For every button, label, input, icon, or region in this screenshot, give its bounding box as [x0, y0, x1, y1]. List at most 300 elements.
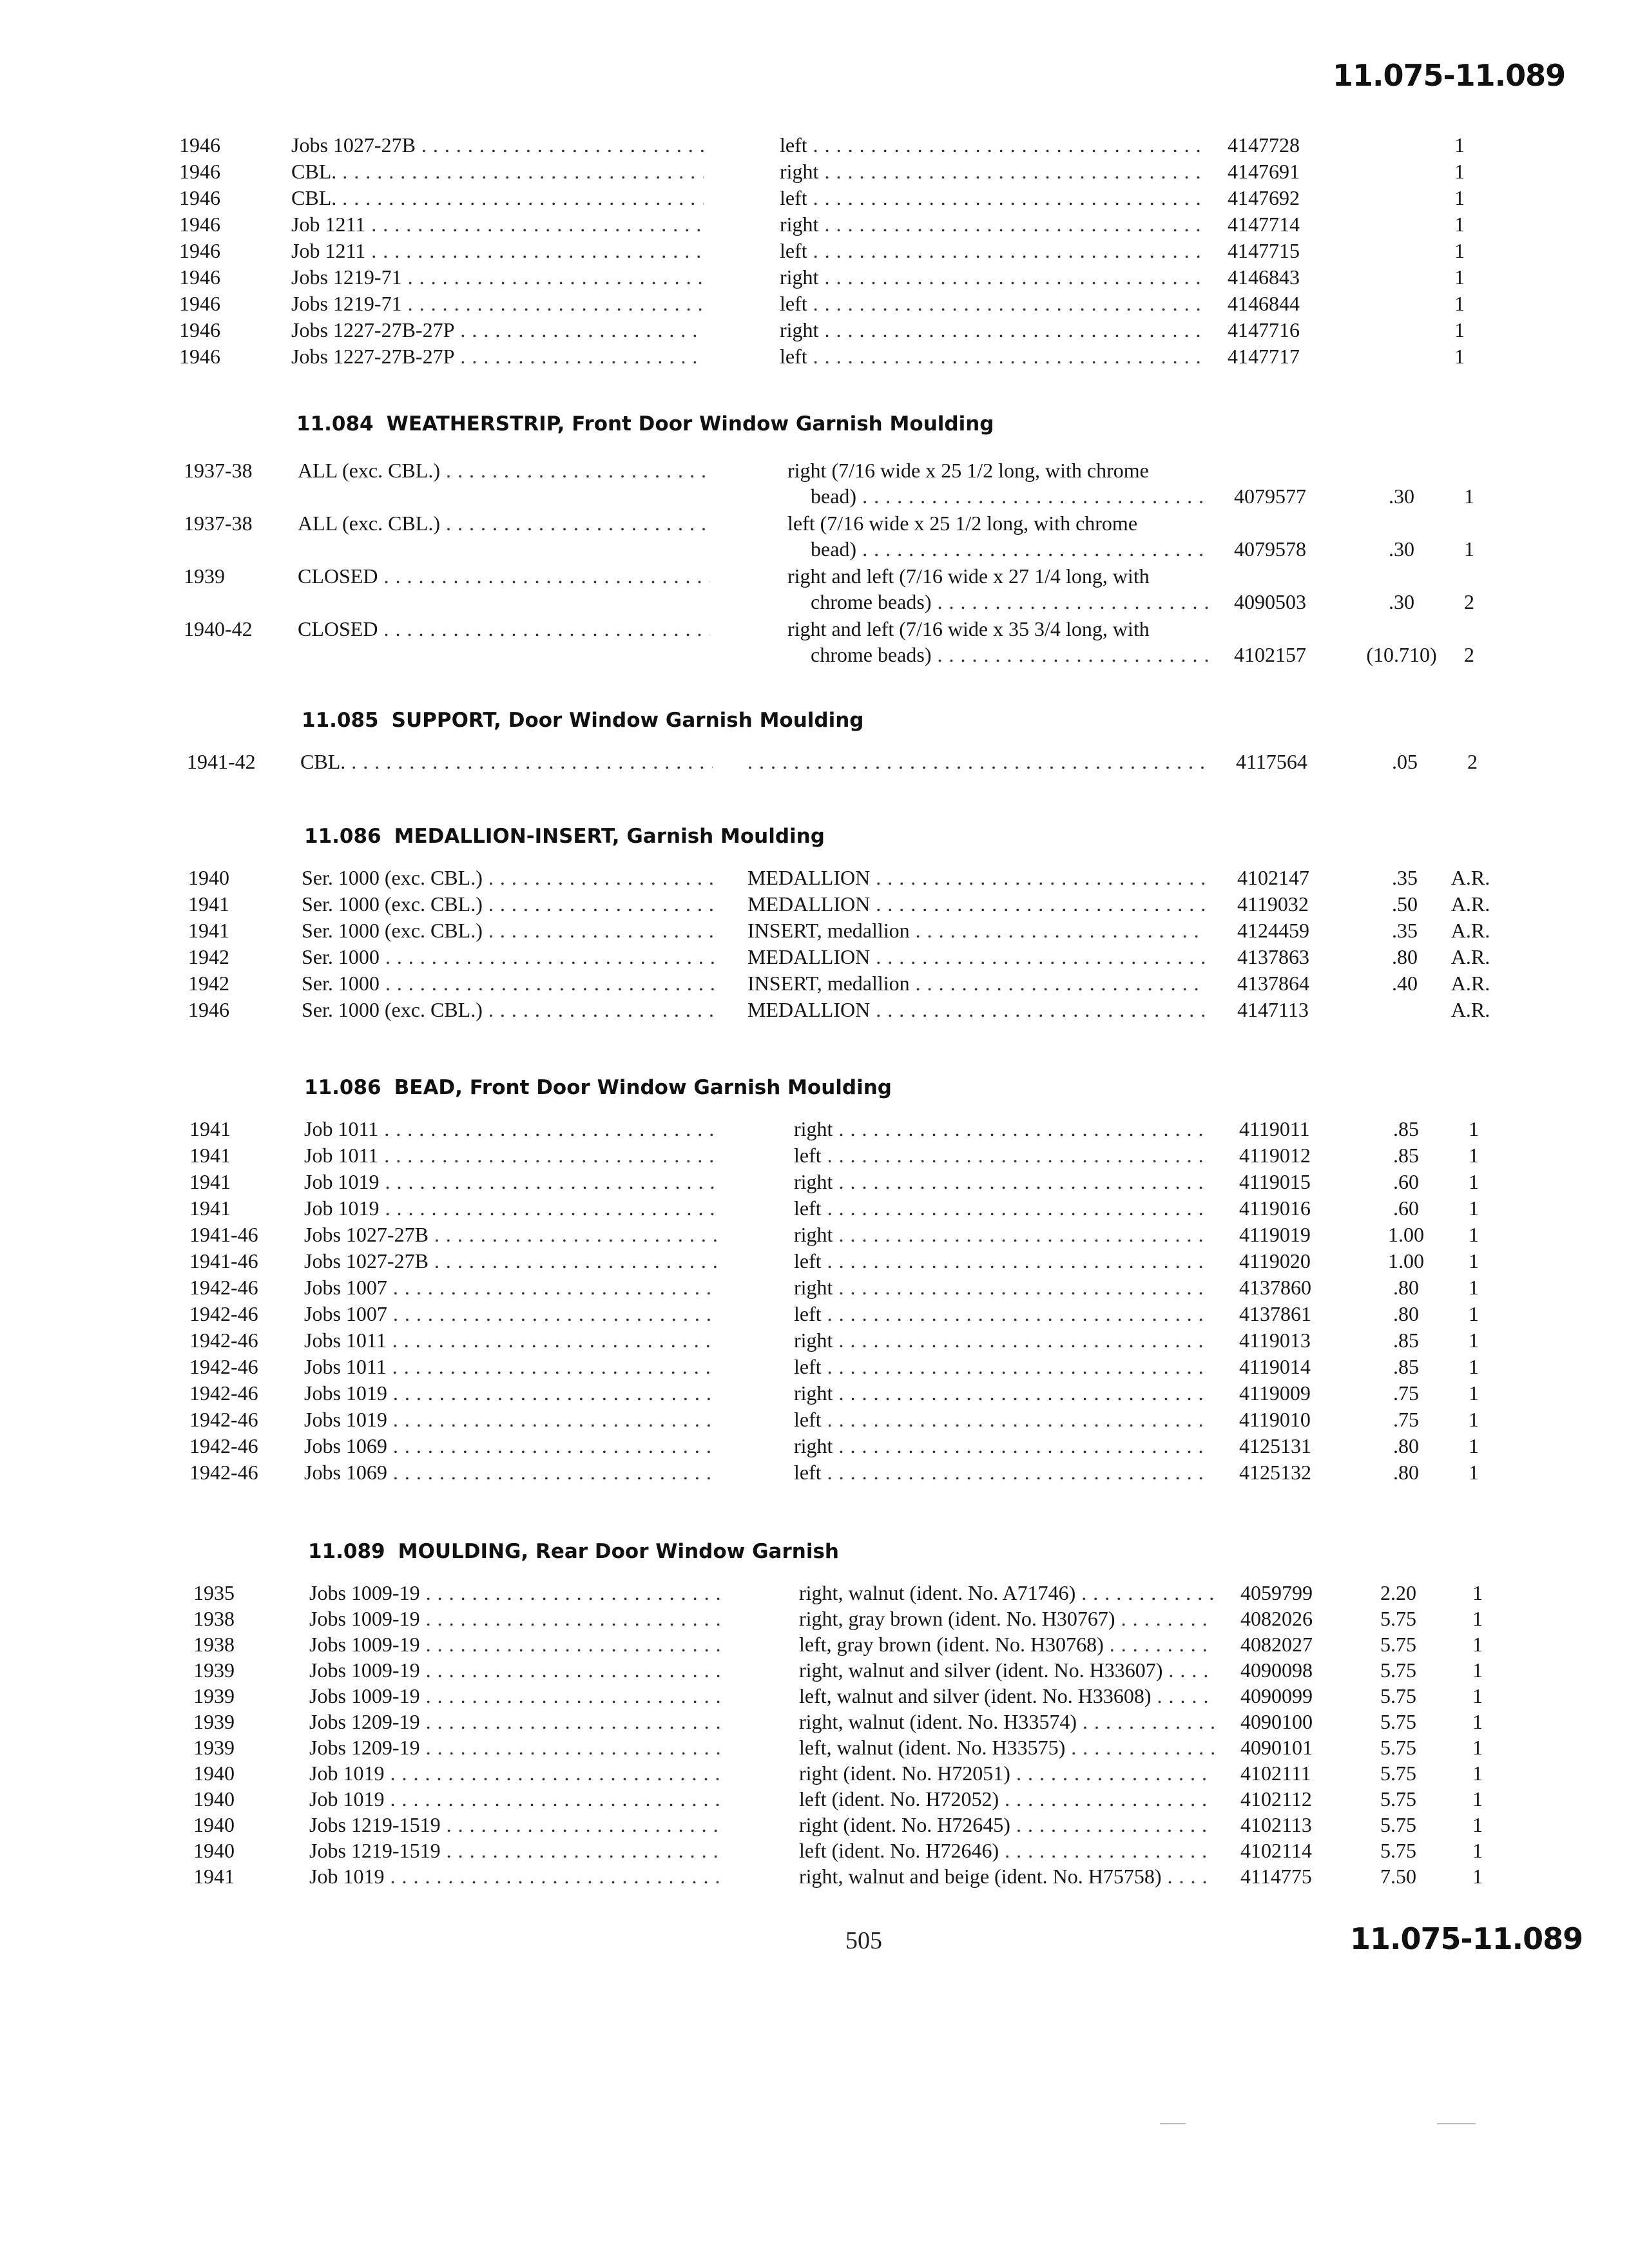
year-cell: 1942 — [188, 972, 229, 995]
price-cell: 2.20 — [1380, 1581, 1416, 1604]
description-cell: MEDALLION . . . — [747, 865, 1206, 890]
quantity-cell: 1 — [1469, 1196, 1479, 1220]
description-cell: INSERT, medallion . . . — [747, 918, 1206, 943]
part-number-cell: 4119009 — [1239, 1381, 1311, 1405]
model-cell: Jobs 1011 . . . — [304, 1354, 717, 1379]
description-cell: right, walnut and beige (ident. No. H75758) . . . — [799, 1863, 1215, 1889]
section-name: SUPPORT, Door Window Garnish Moulding — [391, 709, 864, 732]
price-cell: 5.75 — [1380, 1684, 1416, 1707]
model-cell: Jobs 1027-27B . . . — [304, 1248, 717, 1274]
year-cell: 1939 — [193, 1684, 235, 1707]
model-cell: Job 1011 . . . — [304, 1116, 717, 1142]
description-cell: right, walnut (ident. No. H33574) . . . — [799, 1709, 1215, 1735]
table-row — [0, 510, 1629, 563]
table-row — [0, 1735, 1629, 1760]
table-row — [0, 132, 1629, 158]
year-cell: 1941 — [189, 1170, 231, 1193]
section-name: MEDALLION-INSERT, Garnish Moulding — [394, 825, 825, 848]
table-row — [0, 1580, 1629, 1606]
table-row — [0, 291, 1629, 316]
price-cell: .80 — [1393, 1434, 1419, 1457]
table-row — [0, 1683, 1629, 1709]
part-number-cell: 4137863 — [1237, 945, 1309, 968]
table-row — [0, 264, 1629, 290]
quantity-cell: 1 — [1469, 1408, 1479, 1431]
description-cell: right . . . — [794, 1116, 1210, 1142]
quantity-cell: 1 — [1472, 1813, 1483, 1836]
quantity-cell: 1 — [1469, 1144, 1479, 1167]
quantity-cell: A.R. — [1451, 866, 1490, 889]
model-cell: Jobs 1227-27B-27P . . . — [291, 317, 704, 343]
part-number-cell: 4079578 — [1234, 537, 1306, 561]
model-cell: CBL. . . . — [300, 749, 713, 774]
price-cell: .85 — [1393, 1355, 1419, 1378]
part-number-cell: 4090099 — [1240, 1684, 1313, 1707]
price-cell: 5.75 — [1380, 1658, 1416, 1682]
year-cell: 1946 — [179, 160, 220, 183]
description-line-2: bead) . . . — [787, 483, 1210, 509]
description-cell: right . . . — [794, 1274, 1210, 1300]
table-row — [0, 343, 1629, 369]
description-cell: left . . . — [780, 238, 1202, 264]
year-cell: 1940 — [193, 1787, 235, 1811]
section-title — [296, 412, 994, 436]
table-row — [0, 1433, 1629, 1459]
quantity-cell: 1 — [1472, 1839, 1483, 1862]
model-cell: CBL. . . . — [291, 159, 704, 184]
section-code: 11.085 — [302, 709, 379, 732]
model-cell: Jobs 1007 . . . — [304, 1274, 717, 1300]
description-cell: left . . . — [794, 1459, 1210, 1485]
quantity-cell: 1 — [1472, 1607, 1483, 1630]
year-cell: 1942 — [188, 945, 229, 968]
description-cell: left . . . — [794, 1301, 1210, 1327]
model-cell: ALL (exc. CBL.) . . . — [298, 510, 710, 536]
description-cell: right, walnut and silver (ident. No. H33607) . . . — [799, 1657, 1215, 1683]
price-cell: .75 — [1393, 1408, 1419, 1431]
part-number-cell: 4119014 — [1239, 1355, 1311, 1378]
part-number-cell: 4117564 — [1236, 750, 1307, 773]
price-cell: .30 — [1389, 590, 1414, 613]
year-cell: 1941-46 — [189, 1223, 258, 1246]
quantity-cell: 1 — [1469, 1302, 1479, 1325]
quantity-cell: 1 — [1472, 1581, 1483, 1604]
year-cell: 1946 — [179, 292, 220, 315]
model-cell: CBL. . . . — [291, 185, 704, 211]
part-number-cell: 4119013 — [1239, 1329, 1311, 1352]
year-cell: 1939 — [193, 1736, 235, 1759]
quantity-cell: 1 — [1454, 133, 1465, 157]
part-number-cell: 4059799 — [1240, 1581, 1313, 1604]
part-number-cell: 4082026 — [1240, 1607, 1313, 1630]
price-cell: 5.75 — [1380, 1633, 1416, 1656]
description-cell: right . . . — [794, 1327, 1210, 1353]
part-number-cell: 4125131 — [1239, 1434, 1311, 1457]
table-row — [0, 457, 1629, 510]
year-cell: 1941-42 — [187, 750, 256, 773]
part-number-cell: 4090101 — [1240, 1736, 1313, 1759]
part-number-cell: 4146843 — [1228, 265, 1300, 289]
header-range-code: 11.075-11.089 — [1333, 58, 1566, 93]
part-number-cell: 4090098 — [1240, 1658, 1313, 1682]
year-cell: 1942-46 — [189, 1461, 258, 1484]
model-cell: Jobs 1209-19 . . . — [309, 1735, 722, 1760]
part-number-cell: 4102111 — [1240, 1762, 1311, 1785]
year-cell: 1940 — [193, 1813, 235, 1836]
description-cell — [787, 457, 1210, 509]
quantity-cell: 2 — [1467, 750, 1478, 773]
model-cell: Jobs 1019 . . . — [304, 1380, 717, 1406]
price-cell: .80 — [1393, 1276, 1419, 1299]
part-number-cell: 4147716 — [1228, 318, 1300, 341]
part-number-cell: 4147692 — [1228, 186, 1300, 209]
section-code: 11.086 — [304, 825, 381, 848]
table-row — [0, 891, 1629, 917]
year-cell: 1939 — [184, 564, 225, 588]
quantity-cell: 1 — [1469, 1329, 1479, 1352]
year-cell: 1946 — [179, 186, 220, 209]
table-row — [0, 1657, 1629, 1683]
quantity-cell: 2 — [1464, 590, 1474, 613]
part-number-cell: 4147715 — [1228, 239, 1300, 262]
description-cell: left, walnut (ident. No. H33575) . . . — [799, 1735, 1215, 1760]
description-line-1: right and left (7/16 wide x 27 1/4 long, with — [787, 564, 1150, 588]
description-cell: right . . . — [780, 317, 1202, 343]
model-cell: Jobs 1019 . . . — [304, 1407, 717, 1432]
description-line-2: bead) . . . — [787, 536, 1210, 562]
part-number-cell: 4119010 — [1239, 1408, 1311, 1431]
quantity-cell: 1 — [1469, 1355, 1479, 1378]
price-cell: 5.75 — [1380, 1813, 1416, 1836]
price-cell: 5.75 — [1380, 1710, 1416, 1733]
price-cell: .35 — [1392, 866, 1418, 889]
part-number-cell: 4119011 — [1239, 1117, 1310, 1140]
part-number-cell: 4119016 — [1239, 1196, 1311, 1220]
model-cell: CLOSED . . . — [298, 616, 710, 642]
quantity-cell: 2 — [1464, 643, 1474, 666]
part-number-cell: 4090100 — [1240, 1710, 1313, 1733]
part-number-cell: 4102112 — [1240, 1787, 1312, 1811]
part-number-cell: 4147728 — [1228, 133, 1300, 157]
year-cell: 1941 — [189, 1144, 231, 1167]
description-cell: left . . . — [794, 1142, 1210, 1168]
table-row — [0, 238, 1629, 264]
description-cell: MEDALLION . . . — [747, 891, 1206, 917]
description-cell — [787, 510, 1210, 562]
table-row — [0, 1222, 1629, 1247]
description-leader — [747, 749, 1206, 774]
quantity-cell: 1 — [1454, 160, 1465, 183]
year-cell: 1937-38 — [184, 459, 253, 482]
description-line-1: left (7/16 wide x 25 1/2 long, with chrome — [787, 512, 1138, 535]
price-cell: 7.50 — [1380, 1865, 1416, 1888]
table-row — [0, 865, 1629, 890]
table-row — [0, 1354, 1629, 1379]
description-cell: right . . . — [794, 1380, 1210, 1406]
model-cell: Job 1211 . . . — [291, 211, 704, 237]
model-cell: Job 1211 . . . — [291, 238, 704, 264]
section-name: WEATHERSTRIP, Front Door Window Garnish Moulding — [386, 412, 994, 436]
price-cell: .60 — [1393, 1170, 1419, 1193]
section-title — [302, 709, 864, 732]
year-cell: 1946 — [179, 265, 220, 289]
table-row — [0, 944, 1629, 970]
description-cell: right, walnut (ident. No. A71746) . . . — [799, 1580, 1215, 1606]
year-cell: 1942-46 — [189, 1381, 258, 1405]
part-number-cell: 4102114 — [1240, 1839, 1312, 1862]
year-cell: 1941 — [188, 919, 229, 942]
model-cell: Jobs 1009-19 . . . — [309, 1657, 722, 1683]
description-cell: right (ident. No. H72645) . . . — [799, 1812, 1215, 1838]
model-cell: Ser. 1000 (exc. CBL.) . . . — [302, 997, 714, 1023]
description-cell: left (ident. No. H72052) . . . — [799, 1786, 1215, 1812]
quantity-cell: A.R. — [1451, 972, 1490, 995]
price-cell: .30 — [1389, 485, 1414, 508]
quantity-cell: 1 — [1469, 1223, 1479, 1246]
model-cell: Jobs 1007 . . . — [304, 1301, 717, 1327]
description-cell: right . . . — [780, 211, 1202, 237]
table-row — [0, 1863, 1629, 1889]
part-number-cell: 4079577 — [1234, 485, 1306, 508]
model-cell: Job 1019 . . . — [309, 1863, 722, 1889]
quantity-cell: 1 — [1472, 1710, 1483, 1733]
model-cell: Ser. 1000 (exc. CBL.) . . . — [302, 865, 714, 890]
table-row — [0, 1380, 1629, 1406]
price-cell: 5.75 — [1380, 1736, 1416, 1759]
price-cell: 5.75 — [1380, 1839, 1416, 1862]
quantity-cell: 1 — [1454, 292, 1465, 315]
model-cell: Jobs 1009-19 . . . — [309, 1580, 722, 1606]
table-row — [0, 1606, 1629, 1631]
year-cell: 1941 — [189, 1117, 231, 1140]
model-cell: Ser. 1000 . . . — [302, 970, 714, 996]
table-row — [0, 1142, 1629, 1168]
table-row — [0, 1760, 1629, 1786]
quantity-cell: 1 — [1454, 213, 1465, 236]
year-cell: 1946 — [179, 239, 220, 262]
year-cell: 1942-46 — [189, 1355, 258, 1378]
quantity-cell: A.R. — [1451, 892, 1490, 916]
description-line-1: right and left (7/16 wide x 35 3/4 long, with — [787, 617, 1150, 640]
description-cell: right . . . — [794, 1222, 1210, 1247]
quantity-cell: 1 — [1472, 1865, 1483, 1888]
description-cell — [787, 563, 1210, 615]
model-cell: Jobs 1219-1519 . . . — [309, 1812, 722, 1838]
description-cell: left . . . — [780, 343, 1202, 369]
part-number-cell: 4102157 — [1234, 643, 1306, 666]
description-cell: left . . . — [794, 1407, 1210, 1432]
price-cell: 5.75 — [1380, 1787, 1416, 1811]
quantity-cell: 1 — [1469, 1170, 1479, 1193]
table-row — [0, 1301, 1629, 1327]
table-row — [0, 1407, 1629, 1432]
table-row — [0, 563, 1629, 616]
table-row — [0, 918, 1629, 943]
quantity-cell: 1 — [1469, 1461, 1479, 1484]
year-cell: 1942-46 — [189, 1302, 258, 1325]
part-number-cell: 4147714 — [1228, 213, 1300, 236]
part-number-cell: 4137860 — [1239, 1276, 1311, 1299]
description-line-2: chrome beads) . . . — [787, 589, 1210, 615]
quantity-cell: 1 — [1472, 1762, 1483, 1785]
price-cell: 5.75 — [1380, 1762, 1416, 1785]
price-cell: .05 — [1392, 750, 1418, 773]
year-cell: 1946 — [179, 318, 220, 341]
model-cell: Ser. 1000 (exc. CBL.) . . . — [302, 918, 714, 943]
section-code: 11.089 — [308, 1540, 385, 1563]
description-cell: right, gray brown (ident. No. H30767) . . . — [799, 1606, 1215, 1631]
model-cell: Jobs 1219-71 . . . — [291, 291, 704, 316]
description-cell: right . . . — [794, 1433, 1210, 1459]
model-cell: ALL (exc. CBL.) . . . — [298, 457, 710, 483]
scan-speck — [1437, 2123, 1476, 2124]
year-cell: 1935 — [193, 1581, 235, 1604]
year-cell: 1940-42 — [184, 617, 253, 640]
table-row — [0, 1709, 1629, 1735]
quantity-cell: 1 — [1469, 1249, 1479, 1273]
table-row — [0, 749, 1629, 774]
quantity-cell: 1 — [1454, 265, 1465, 289]
table-row — [0, 1631, 1629, 1657]
model-cell: Jobs 1009-19 . . . — [309, 1683, 722, 1709]
price-cell: 5.75 — [1380, 1607, 1416, 1630]
price-cell: .30 — [1389, 537, 1414, 561]
part-number-cell: 4147717 — [1228, 345, 1300, 368]
description-cell: left . . . — [780, 132, 1202, 158]
quantity-cell: 1 — [1469, 1117, 1479, 1140]
model-cell: CLOSED . . . — [298, 563, 710, 589]
model-cell: Job 1019 . . . — [304, 1169, 717, 1195]
page-number: 505 — [845, 1927, 882, 1954]
quantity-cell: 1 — [1469, 1434, 1479, 1457]
year-cell: 1942-46 — [189, 1434, 258, 1457]
description-cell: right . . . — [780, 264, 1202, 290]
part-number-cell: 4119019 — [1239, 1223, 1311, 1246]
model-cell: Jobs 1069 . . . — [304, 1433, 717, 1459]
table-row — [0, 159, 1629, 184]
year-cell: 1942-46 — [189, 1408, 258, 1431]
description-cell: right (ident. No. H72051) . . . — [799, 1760, 1215, 1786]
table-row — [0, 211, 1629, 237]
price-cell: .85 — [1393, 1144, 1419, 1167]
part-number-cell: 4114775 — [1240, 1865, 1312, 1888]
quantity-cell: 1 — [1472, 1658, 1483, 1682]
price-cell: 1.00 — [1388, 1223, 1424, 1246]
model-cell: Jobs 1209-19 . . . — [309, 1709, 722, 1735]
year-cell: 1938 — [193, 1633, 235, 1656]
part-number-cell: 4119032 — [1237, 892, 1309, 916]
quantity-cell: 1 — [1454, 239, 1465, 262]
part-number-cell: 4137864 — [1237, 972, 1309, 995]
price-cell: (10.710) — [1366, 643, 1437, 666]
table-row — [0, 1274, 1629, 1300]
description-cell: right . . . — [780, 159, 1202, 184]
part-number-cell: 4146844 — [1228, 292, 1300, 315]
model-cell: Jobs 1069 . . . — [304, 1459, 717, 1485]
part-number-cell: 4119020 — [1239, 1249, 1311, 1273]
model-cell: Jobs 1027-27B . . . — [291, 132, 704, 158]
description-cell: left, walnut and silver (ident. No. H33608) . . . — [799, 1683, 1215, 1709]
section-code: 11.086 — [304, 1076, 381, 1099]
scan-speck — [1160, 2123, 1186, 2124]
quantity-cell: 1 — [1472, 1787, 1483, 1811]
quantity-cell: 1 — [1454, 345, 1465, 368]
table-row — [0, 1327, 1629, 1353]
quantity-cell: 1 — [1469, 1381, 1479, 1405]
year-cell: 1937-38 — [184, 512, 253, 535]
description-cell: left . . . — [794, 1195, 1210, 1221]
quantity-cell: 1 — [1472, 1633, 1483, 1656]
quantity-cell: A.R. — [1451, 998, 1490, 1021]
model-cell: Jobs 1011 . . . — [304, 1327, 717, 1353]
quantity-cell: A.R. — [1451, 919, 1490, 942]
price-cell: .80 — [1393, 1302, 1419, 1325]
quantity-cell: 1 — [1454, 186, 1465, 209]
model-cell: Jobs 1027-27B . . . — [304, 1222, 717, 1247]
part-number-cell: 4082027 — [1240, 1633, 1313, 1656]
part-number-cell: 4119012 — [1239, 1144, 1311, 1167]
price-cell: .35 — [1392, 919, 1418, 942]
table-row — [0, 1838, 1629, 1863]
model-cell: Job 1019 . . . — [304, 1195, 717, 1221]
table-row — [0, 616, 1629, 669]
part-number-cell: 4147113 — [1237, 998, 1309, 1021]
description-line-1: right (7/16 wide x 25 1/2 long, with chrome — [787, 459, 1149, 482]
model-cell: Jobs 1219-71 . . . — [291, 264, 704, 290]
quantity-cell: 1 — [1454, 318, 1465, 341]
part-number-cell: 4125132 — [1239, 1461, 1311, 1484]
table-row — [0, 1459, 1629, 1485]
quantity-cell: 1 — [1472, 1684, 1483, 1707]
table-row — [0, 1248, 1629, 1274]
year-cell: 1939 — [193, 1658, 235, 1682]
part-number-cell: 4137861 — [1239, 1302, 1311, 1325]
year-cell: 1942-46 — [189, 1276, 258, 1299]
description-cell: left . . . — [794, 1248, 1210, 1274]
description-cell: left . . . — [794, 1354, 1210, 1379]
description-cell: left . . . — [780, 185, 1202, 211]
section-title — [308, 1540, 839, 1563]
model-cell: Ser. 1000 (exc. CBL.) . . . — [302, 891, 714, 917]
price-cell: .80 — [1393, 1461, 1419, 1484]
table-row — [0, 1812, 1629, 1838]
description-cell: INSERT, medallion . . . — [747, 970, 1206, 996]
section-title — [304, 1076, 892, 1099]
year-cell: 1941 — [193, 1865, 235, 1888]
quantity-cell: 1 — [1464, 485, 1474, 508]
table-row — [0, 997, 1629, 1023]
year-cell: 1941 — [188, 892, 229, 916]
price-cell: .80 — [1392, 945, 1418, 968]
year-cell: 1946 — [179, 133, 220, 157]
quantity-cell: 1 — [1472, 1736, 1483, 1759]
year-cell: 1940 — [188, 866, 229, 889]
part-number-cell: 4102113 — [1240, 1813, 1312, 1836]
description-cell — [787, 616, 1210, 668]
part-number-cell: 4124459 — [1237, 919, 1309, 942]
description-cell: left, gray brown (ident. No. H30768) . . . — [799, 1631, 1215, 1657]
part-number-cell: 4102147 — [1237, 866, 1309, 889]
year-cell: 1938 — [193, 1607, 235, 1630]
model-cell: Job 1019 . . . — [309, 1760, 722, 1786]
model-cell: Jobs 1227-27B-27P . . . — [291, 343, 704, 369]
model-cell: Jobs 1219-1519 . . . — [309, 1838, 722, 1863]
model-cell: Jobs 1009-19 . . . — [309, 1606, 722, 1631]
table-row — [0, 317, 1629, 343]
table-row — [0, 1195, 1629, 1221]
price-cell: .75 — [1393, 1381, 1419, 1405]
section-name: BEAD, Front Door Window Garnish Moulding — [394, 1076, 892, 1099]
